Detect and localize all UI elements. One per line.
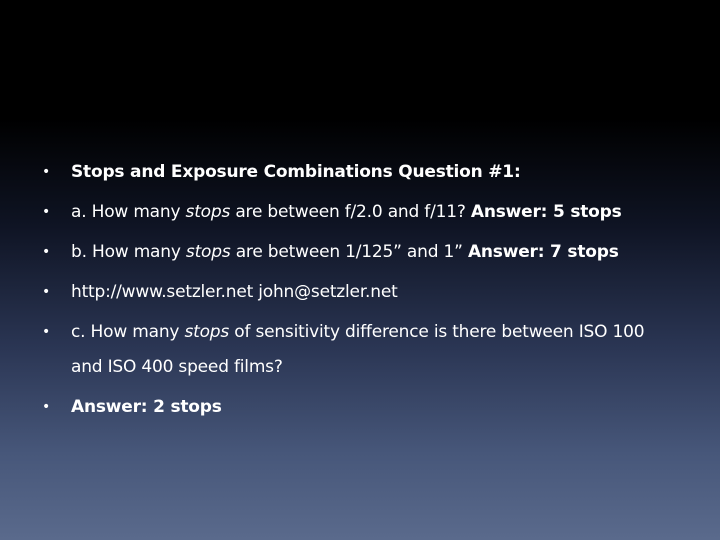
bullet-marker: • (42, 284, 51, 300)
question-a-text: a. How many (71, 202, 186, 222)
bullet-marker: • (42, 164, 51, 180)
bullet-item-contact (0, 275, 720, 310)
bullet-list (0, 155, 720, 430)
bullet-marker: • (42, 244, 51, 260)
question-b-text-continued: are between 1/125” and 1” (230, 242, 468, 262)
bullet-item-question-c (0, 315, 720, 385)
bullet-marker: • (42, 324, 51, 340)
bullet-item-answer-c (0, 390, 720, 425)
contact-text: http://www.setzler.net john@setzler.net (71, 282, 398, 302)
question-c-text-continued: of sensitivity difference is there between ISO 100 and ISO 400 speed films? (71, 322, 645, 377)
bullet-marker: • (42, 204, 51, 220)
bullet-item-question-title (0, 155, 720, 190)
question-b-text: b. How many (71, 242, 186, 262)
question-c-answer: Answer: 2 stops (71, 397, 222, 417)
bullet-item-question-a (0, 195, 720, 230)
bullet-item-question-b (0, 235, 720, 270)
question-b-stops-emphasis: stops (185, 242, 231, 262)
question-c-stops-emphasis: stops (184, 322, 230, 342)
bullet-marker: • (42, 399, 51, 415)
question-title: Stops and Exposure Combinations Question #1: (71, 162, 521, 182)
question-a-answer: Answer: 5 stops (470, 202, 622, 222)
question-a-stops-emphasis: stops (185, 202, 231, 222)
question-a-text-continued: are between f/2.0 and f/11? (230, 202, 471, 222)
question-b-answer: Answer: 7 stops (467, 242, 619, 262)
question-c-text: c. How many (71, 322, 185, 342)
